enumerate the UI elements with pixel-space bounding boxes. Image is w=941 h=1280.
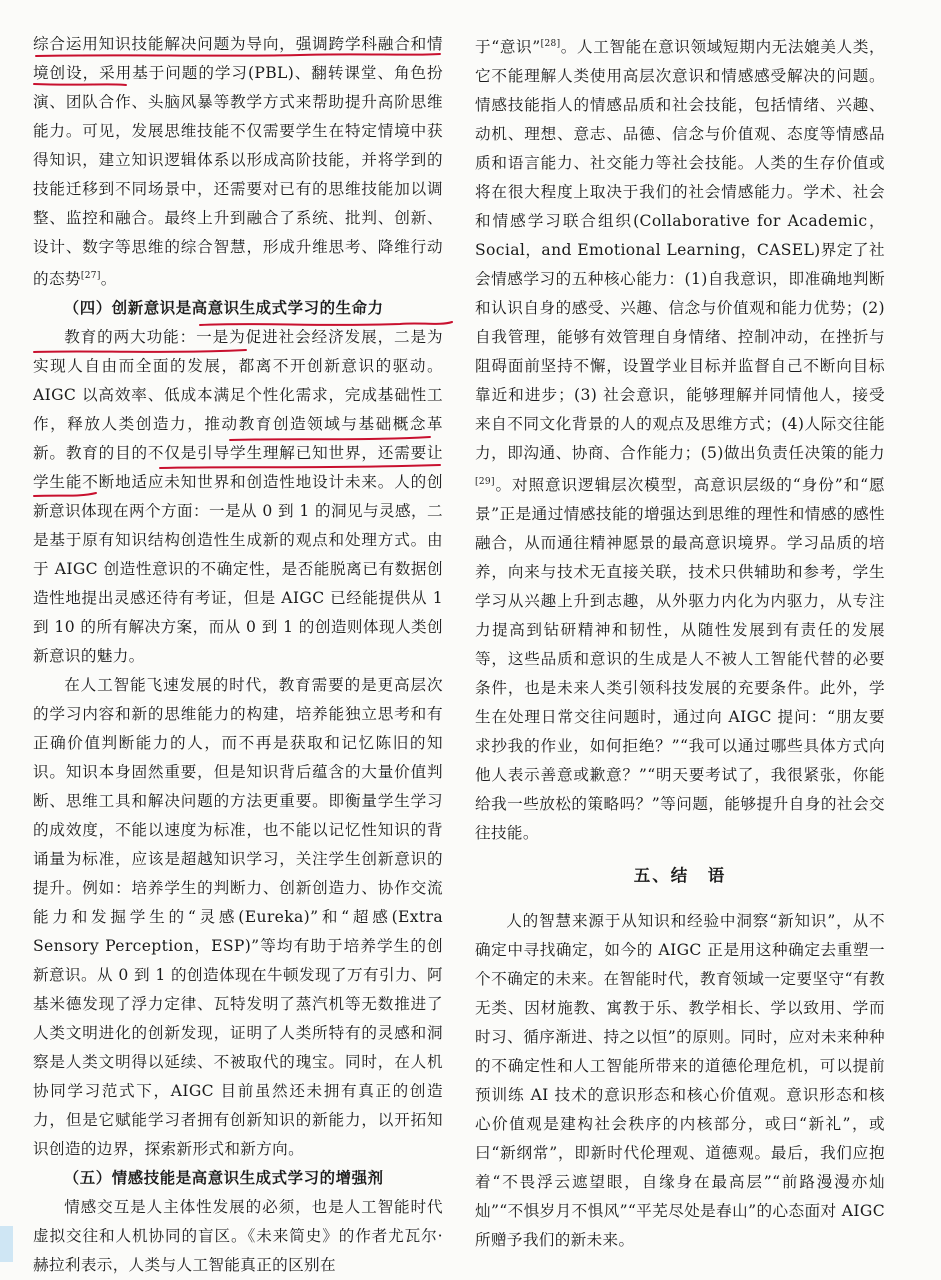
paragraph-text: 综合运用知识技能解决问题为导向，强调跨学科融合和情境创设，采用基于问题的学习(PBL)、翻转课堂、角色扮演、团队合作、头脑风暴等教学方式来帮助提升高阶思维能力。可见，发展思维技能不仅需要学生在特定情境中获得知识，建立知识逻辑体系以形成高阶技能，并将学到的技能迁移到不同场景中，还需要对已有的思维技能加以调整、监控和融合。最终上升到融合了系统、批判、创新、设计、数字等思维的综合智慧，形成升维思考、降维行动的态势 <box>33 35 443 289</box>
paragraph-pbl <box>33 30 443 294</box>
paragraph-conclusion: 人的智慧来源于从知识和经验中洞察“新知识”，从不确定中寻找确定，如今的 AIGC 正是用这种确定去重塑一个不确定的未来。在智能时代，教育领域一定要坚守“有教无类、因材施教、寓教于乐、教学相长、学以致用、学而时习、循序渐进、持之以恒”的原则。同时，应对未来种种的不确定性和人工智能所带来的道德伦理危机，可以提前预训练 AI 技术的意识形态和核心价值观。意识形态和核心价值观是建构社会秩序的内核部分，或曰“新礼”，或曰“新纲常”，即新时代伦理观、道德观。最后，我们应抱着“不畏浮云遮望眼，自缘身在最高层”“前路漫漫亦灿灿”“不惧岁月不惧风”“平芜尽处是春山”的心态面对 AIGC 所赠予我们的新未来。 <box>475 912 885 1250</box>
paragraph-emotion-continued <box>475 30 885 848</box>
paragraph-text: 于“意识” <box>475 38 541 57</box>
paragraph-emotion-start: 情感交互是人主体性发展的必须，也是人工智能时代虚拟交往和人机协同的盲区。《未来简史》的作者尤瓦尔·赫拉利表示，人类与人工智能真正的区别在 <box>33 1198 443 1275</box>
section-heading-5: （五）情感技能是高意识生成式学习的增强剂 <box>63 1169 384 1188</box>
chapter-title: 五、结 语 <box>633 866 727 886</box>
paragraph-ai-era: 在人工智能飞速发展的时代，教育需要的是更高层次的学习内容和新的思维能力的构建，培养能独立思考和有正确价值判断能力的人，而不再是获取和记忆陈旧的知识。知识本身固然重要，但是知识背后蕴含的大量价值判断、思维工具和解决问题的方法更重要。即衡量学生学习的成效度，不能以速度为标准，也不能以记忆性知识的背诵量为标准，应该是超越知识学习，关注学生创新意识的提升。例如：培养学生的判断力、创新创造力、协作交流能力和发掘学生的“灵感(Eureka)”和“超感(Extra Sensory Perception，ESP)”等均有助于培养学生的创新意识。从 0 到 1 的创造体现在牛顿发现了万有引力、阿基米德发现了浮力定律、瓦特发明了蒸汽机等无数推进了人类文明进化的创新发现，证明了人类所特有的灵感和洞察是人类文明得以延续、不被取代的瑰宝。同时，在人机协同学习范式下，AIGC 目前虽然还未拥有真正的创造力，但是它赋能学习者拥有创新知识的新能力，以开拓知识创造的边界，探索新形式和新方向。 <box>33 676 443 1159</box>
citation-ref: [27] <box>80 271 101 281</box>
citation-ref: [28] <box>540 39 561 49</box>
paragraph-text: 。人工智能在意识领域短期内无法媲美人类，它不能理解人类使用高层次意识和情感感受解决的问题。情感技能指人的情感品质和社会技能，包括情绪、兴趣、动机、理想、意志、品德、信念与价值观、态度等情感品质和语言能力、社交能力等社会技能。人类的生存价值或将在很大程度上取决于我们的社会情感能力。学术、社会和情感学习联合组织(Collaborative for Academic，Social，and Emotional Learning，CASEL)界定了社会情感学习的五种核心能力：(1)自我意识，即准确地判断和认识自身的感受、兴趣、信念与价值观和能力优势；(2) 自我管理，能够有效管理自身情绪、控制冲动，在挫折与阻碍面前坚持不懈，设置学业目标并监督自己不断向目标靠近和进步；(3) 社会意识，能够理解并同情他人，接受来自不同文化背景的人的观点及思维方式；(4)人际交往能力，即沟通、协商、合作能力；(5)做出负责任决策的能力 <box>475 38 885 463</box>
paragraph-end: 。 <box>100 270 117 289</box>
citation-ref: [29] <box>475 477 495 488</box>
paragraph-text: 。对照意识逻辑层次模型，高意识层级的“身份”和“愿景”正是通过情感技能的增强达到思维的理性和情感的感性融合，从而通往精神愿景的最高意识境界。学习品质的培养，向来与技术无直接关联，技术只供辅助和参考，学生学习从兴趣上升到志趣，从外驱力内化为内驱力，从专注力提高到钻研精神和韧性，从随性发展到有责任的发展等，这些品质和意识的生成是人不被人工智能代替的必要条件，也是未来人类引领科技发展的充要条件。此外，学生在处理日常交往问题时，通过向 AIGC 提问：“朋友要求抄我的作业，如何拒绝？”“我可以通过哪些具体方式向他人表示善意或歉意？”“明天要考试了，我很紧张，你能给我一些放松的策略吗？”等问题，能够提升自身的社会交往技能。 <box>475 476 885 843</box>
section-heading-4: （四）创新意识是高意识生成式学习的生命力 <box>63 299 384 318</box>
left-column <box>33 30 443 1280</box>
right-column <box>475 30 885 1255</box>
paragraph-innovation: 教育的两大功能：一是为促进社会经济发展，二是为实现人自由而全面的发展，都离不开创新意识的驱动。AIGC 以高效率、低成本满足个性化需求，完成基础性工作，释放人类创造力，推动教育创造领域与基础概念革新。教育的目的不仅是引导学生理解已知世界，还需要让学生能不断地适应未知世界和创造性地设计未来。人的创新意识体现在两个方面：一是从 0 到 1 的洞见与灵感，二是基于原有知识结构创造性生成新的观点和处理方式。由于 AIGC 创造性意识的不确定性，是否能脱离已有数据创造性地提出灵感还待有考证，但是 AIGC 已经能提供从 1 到 10 的所有解决方案，而从 0 到 1 的创造则体现人类创新意识的魅力。 <box>33 328 443 666</box>
page-corner-tab <box>0 1226 13 1262</box>
